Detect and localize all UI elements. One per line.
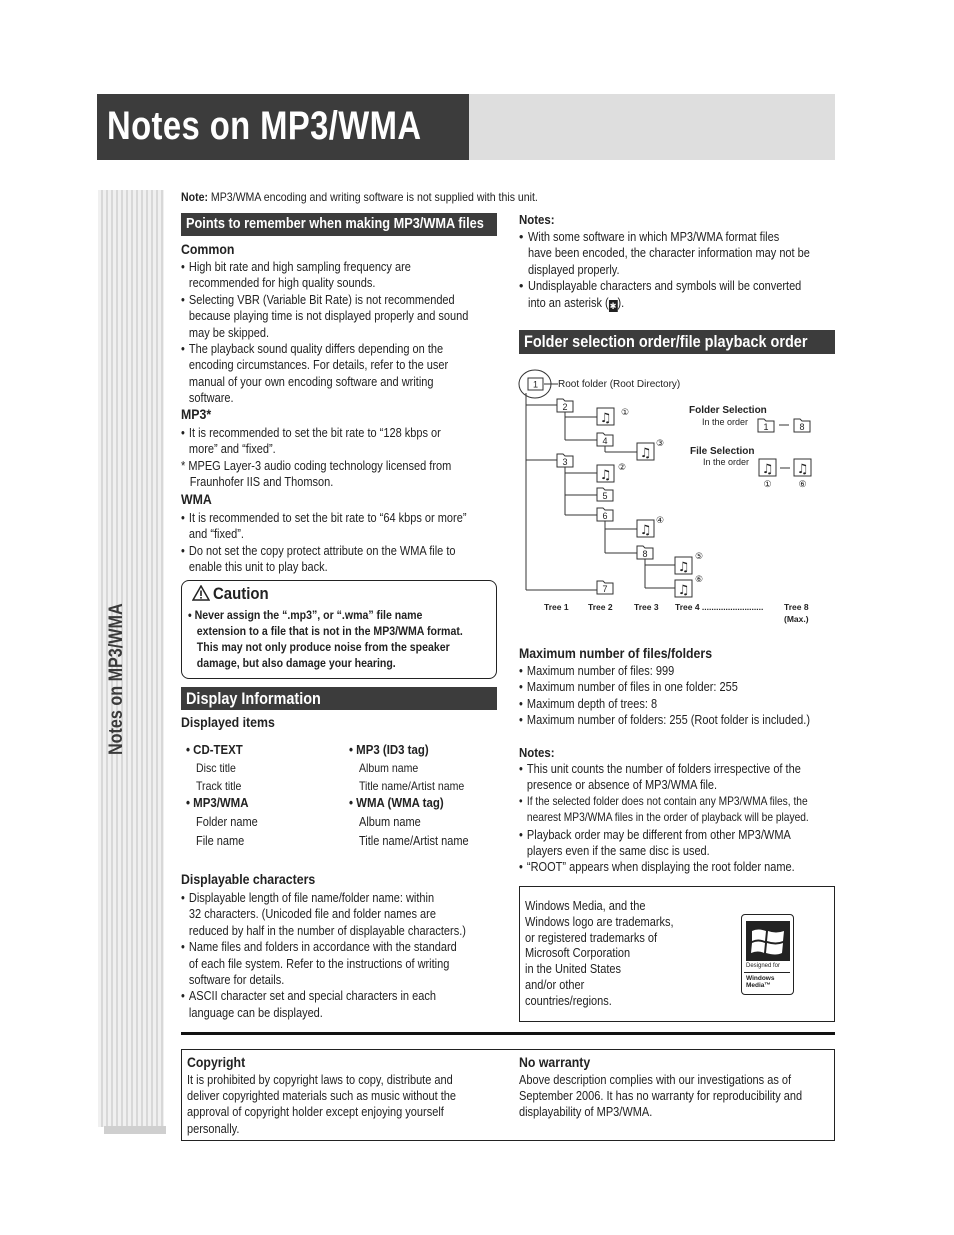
points-header-text: Points to remember when making MP3/WMA files (186, 215, 484, 232)
ms-line: in the United States (525, 962, 622, 977)
displayable-item-line: software for details. (188, 973, 285, 988)
note2-item (519, 761, 809, 794)
common-item (181, 292, 468, 341)
ms-trademark-text (525, 899, 674, 1010)
caution-line: damage, but also damage your hearing. (196, 656, 396, 670)
svg-text:8: 8 (799, 422, 805, 432)
legend-file-6 (794, 459, 811, 489)
cdtext-item: Disc title (196, 761, 236, 775)
folder-8 (637, 546, 653, 559)
notes2-list (519, 761, 809, 876)
common-item-line: recommended for high quality sounds. (188, 276, 376, 291)
side-tab-shadow (104, 1126, 166, 1134)
folder-3 (557, 454, 573, 467)
wma-item (181, 510, 466, 543)
note-line (528, 295, 798, 312)
wma-title: WMA (181, 491, 212, 507)
common-item-line: because playing time is not displayed properly and sound (188, 309, 469, 324)
note2-item-line: • “ROOT” appears when displaying the root folder name. (526, 860, 795, 875)
caution-text (188, 607, 463, 671)
max-list (519, 663, 810, 729)
svg-text:④: ④ (656, 516, 665, 526)
mp3-list (181, 425, 441, 458)
caution-title: Caution (213, 584, 269, 603)
svg-text:①: ① (763, 479, 772, 489)
displayable-item-line: • Name files and folders in accordance with the standard (188, 940, 457, 955)
wma-item-line: enable this unit to play back. (188, 560, 328, 575)
mp3wma-item: File name (196, 834, 245, 848)
ms-trademark-box (519, 886, 835, 1022)
svg-text:1: 1 (532, 379, 539, 390)
mp3-item-line: • It is recommended to set the bit rate to “128 kbps or (188, 426, 441, 440)
tree-label: (Max.) (784, 614, 809, 624)
wma-item-line: • It is recommended to set the bit rate to “64 kbps or more” (188, 511, 467, 525)
folder-tree-diagram (515, 365, 840, 630)
displayable-title: Displayable characters (181, 871, 316, 887)
notes-list (519, 229, 835, 312)
folder-2 (557, 399, 573, 412)
legend-folder-1 (758, 419, 774, 432)
id3-item: Title name/Artist name (359, 779, 465, 793)
note2-item (519, 859, 809, 875)
common-item-line: manual of your own encoding software and writing (188, 374, 434, 389)
note2-item-line: • This unit counts the number of folders irrespective of the (526, 762, 801, 776)
music-file-2 (597, 463, 626, 483)
music-file-4 (637, 516, 664, 538)
svg-text:③: ③ (656, 439, 665, 449)
note-text: MP3/WMA encoding and writing software is not supplied with this unit. (210, 190, 538, 204)
common-item (181, 341, 468, 407)
max-item (519, 679, 810, 695)
page-title: Notes on MP3/WMA (107, 104, 422, 148)
ms-line: Windows logo are trademarks, (525, 914, 674, 929)
common-title: Common (181, 241, 235, 257)
warranty-text (519, 1072, 802, 1121)
root-label: Root folder (Root Directory) (558, 379, 681, 390)
music-file-5 (675, 552, 703, 575)
mp3-item-line: more” and “fixed”. (188, 442, 276, 457)
displayable-item-line: language can be displayed. (188, 1005, 323, 1020)
folder-7 (597, 581, 613, 594)
copyright-title: Copyright (187, 1054, 246, 1070)
id3-title: • MP3 (ID3 tag) (349, 742, 429, 757)
id3-item: Album name (359, 761, 419, 775)
file-selection-title: File Selection (690, 446, 755, 457)
note-fragment: ). (617, 295, 625, 310)
common-item (181, 259, 468, 292)
ms-line: and/or other (525, 977, 585, 992)
logo-windows: Windows (746, 975, 775, 982)
svg-text:①: ① (621, 408, 630, 418)
note2-item-line: players even if the same disc is used. (526, 844, 710, 859)
wma-item (181, 543, 466, 576)
warranty-line: displayability of MP3/WMA. (519, 1105, 653, 1120)
legend-folder-8 (794, 419, 810, 432)
svg-text:⑥: ⑥ (695, 575, 704, 585)
mp3-footnote-line: * MPEG Layer-3 audio coding technology licensed from (181, 459, 452, 473)
mp3wma-title: • MP3/WMA (186, 795, 249, 810)
wma-list (181, 510, 466, 576)
folder-header-text: Folder selection order/file playback order (524, 332, 808, 351)
svg-text:♫: ♫ (677, 560, 690, 575)
tree-label: Tree 4 .......................... (675, 602, 764, 612)
tree-label: Tree 3 (634, 602, 659, 612)
displayable-item-line: • Displayable length of file name/folder name: within (188, 891, 435, 905)
cdtext-title: • CD-TEXT (186, 742, 243, 757)
note-item: • With some software in which MP3/WMA format files have been encoded, the character information may not be displayed properly. (519, 230, 810, 277)
cdtext-item: Track title (196, 779, 242, 793)
tm-mark: TM (782, 951, 788, 956)
ms-line: countries/regions. (525, 993, 612, 1008)
notes-title: Notes: (519, 212, 555, 227)
note2-item (519, 827, 809, 860)
svg-text:7: 7 (602, 584, 608, 594)
displayable-item-line: • ASCII character set and special characters in each (188, 989, 436, 1004)
svg-text:♫: ♫ (639, 446, 652, 461)
caution-line: extension to a file that is not in the MP3/WMA format. (196, 624, 463, 638)
displayable-item-line: reduced by half in the number of displayable characters.) (188, 923, 466, 938)
svg-text:♫: ♫ (599, 411, 612, 426)
common-item-line: • The playback sound quality differs depending on the (188, 342, 444, 357)
folder-4 (597, 433, 613, 446)
note-fragment: into an asterisk ( (528, 295, 609, 310)
common-item-line: • Selecting VBR (Variable Bit Rate) is not recommended (188, 292, 455, 307)
asterisk-glyph-icon: ✱ (609, 300, 617, 311)
displayable-item (181, 939, 466, 988)
mp3wma-item: Folder name (196, 815, 258, 829)
note-line: With some software in which MP3/WMA format files (528, 230, 780, 244)
svg-text:4: 4 (602, 436, 608, 446)
svg-text:6: 6 (602, 511, 608, 521)
ms-line: Windows Media, and the (525, 899, 646, 913)
max-item (519, 712, 810, 728)
displayable-list (181, 890, 466, 1021)
note2-item-line: • Playback order may be different from other MP3/WMA (526, 827, 791, 842)
copyright-line: personally. (187, 1121, 240, 1136)
caution-box (181, 580, 497, 679)
wmatag-title: • WMA (WMA tag) (349, 795, 444, 810)
max-title: Maximum number of files/folders (519, 645, 713, 661)
common-item-line: software. (188, 391, 234, 406)
file-selection-sub: In the order (703, 457, 750, 467)
warning-icon (192, 585, 210, 601)
svg-text:♫: ♫ (677, 583, 690, 598)
svg-text:1: 1 (763, 422, 769, 432)
displayed-items-title: Displayed items (181, 714, 275, 730)
common-list (181, 259, 468, 407)
wma-item-line: • Do not set the copy protect attribute on the WMA file to (188, 543, 456, 558)
designed-for: Designed for (746, 963, 781, 969)
svg-text:♫: ♫ (639, 523, 652, 538)
svg-text:3: 3 (562, 457, 568, 467)
common-item-line: • High bit rate and high sampling frequency are (188, 260, 411, 274)
wma-item-line: and “fixed”. (188, 527, 244, 542)
svg-text:⑥: ⑥ (798, 479, 807, 489)
warranty-title: No warranty (519, 1054, 591, 1070)
max-item-line: • Maximum number of files in one folder: 255 (526, 680, 738, 695)
folder-6 (597, 508, 613, 521)
windows-media-logo (741, 914, 794, 995)
svg-text:♫: ♫ (796, 462, 809, 477)
wmatag-item: Title name/Artist name (359, 834, 469, 848)
common-item-line: encoding circumstances. For details, refer to the user (188, 358, 449, 373)
mp3-footnote (181, 458, 451, 491)
warranty-line: Above description complies with our investigations as of (519, 1073, 792, 1087)
max-item (519, 663, 810, 679)
copyright-text (187, 1072, 456, 1137)
displayable-item-line: of each file system. Refer to the instructions of writing (188, 956, 450, 971)
max-item (519, 696, 810, 712)
warranty-line: September 2006. It has no warranty for reproducibility and (519, 1089, 803, 1104)
folder-1 (528, 378, 543, 390)
ms-line: or registered trademarks of (525, 930, 658, 945)
folder-5 (597, 488, 613, 501)
notes2-title: Notes: (519, 745, 555, 760)
mp3-item (181, 425, 441, 458)
ms-line: Microsoft Corporation (525, 946, 631, 961)
svg-text:②: ② (618, 463, 627, 473)
svg-text:⑤: ⑤ (695, 552, 704, 562)
tree-label: Tree 2 (588, 602, 613, 612)
displayable-item (181, 988, 466, 1021)
display-header (181, 687, 497, 710)
folder-selection-sub: In the order (702, 417, 749, 427)
copyright-box (181, 1049, 835, 1141)
displayable-item-line: 32 characters. (Unicoded file and folder names are (188, 907, 436, 922)
copyright-line: It is prohibited by copyright laws to copy, distribute and (187, 1073, 453, 1087)
points-header (181, 213, 497, 236)
common-item-line: may be skipped. (188, 325, 270, 340)
display-header-text: Display Information (186, 689, 321, 708)
music-file-6 (675, 575, 703, 598)
music-file-1 (597, 408, 629, 426)
logo-media: Media™ (746, 982, 771, 989)
legend-file-1 (759, 459, 776, 489)
note2-item (519, 794, 809, 827)
folder-selection-title: Folder Selection (689, 405, 767, 416)
title-box (97, 94, 469, 160)
tree-label: Tree 1 (544, 602, 569, 612)
svg-text:♫: ♫ (599, 468, 612, 483)
music-file-3 (637, 439, 664, 461)
note-line (181, 189, 538, 205)
folder-header (519, 330, 835, 354)
note-label: Note: (181, 190, 208, 204)
mp3-title: MP3* (181, 406, 212, 422)
max-item-line: • Maximum number of folders: 255 (Root folder is included.) (526, 713, 810, 728)
copyright-line: deliver copyrighted materials such as music without the (187, 1089, 457, 1104)
svg-text:♫: ♫ (761, 462, 774, 477)
svg-text:8: 8 (642, 549, 648, 559)
note-line: Undisplayable characters and symbols will be converted (528, 279, 802, 294)
note2-item-line: presence or absence of MP3/WMA file. (526, 778, 718, 793)
svg-text:2: 2 (562, 402, 568, 412)
side-label: Notes on MP3/WMA (106, 603, 127, 755)
note-item: • Undisplayable characters and symbols will be converted into an asterisk (✱). (519, 279, 802, 311)
caution-line: This may not only produce noise from the speaker (196, 640, 450, 654)
note-line: have been encoded, the character information may not be (528, 246, 810, 261)
title-bar (97, 94, 835, 160)
tree-label: Tree 8 (784, 602, 809, 612)
displayable-item (181, 890, 466, 939)
svg-text:5: 5 (602, 491, 608, 501)
max-item-line: • Maximum number of files: 999 (526, 664, 675, 678)
copyright-line: approval of copyright holder except enjoying yourself (187, 1105, 444, 1120)
max-item-line: • Maximum depth of trees: 8 (526, 696, 658, 711)
note-line: displayed properly. (528, 262, 620, 277)
bottom-rule (181, 1032, 835, 1035)
note2-item-line: nearest MP3/WMA files in the order of playback will be played. (526, 811, 809, 825)
wmatag-item: Album name (359, 815, 421, 829)
caution-line: • Never assign the “.mp3”, or “.wma” file name (188, 608, 423, 622)
note2-item-line: • If the selected folder does not contain any MP3/WMA files, the (526, 794, 808, 808)
mp3-footnote-line: Fraunhofer IIS and Thomson. (189, 475, 334, 490)
